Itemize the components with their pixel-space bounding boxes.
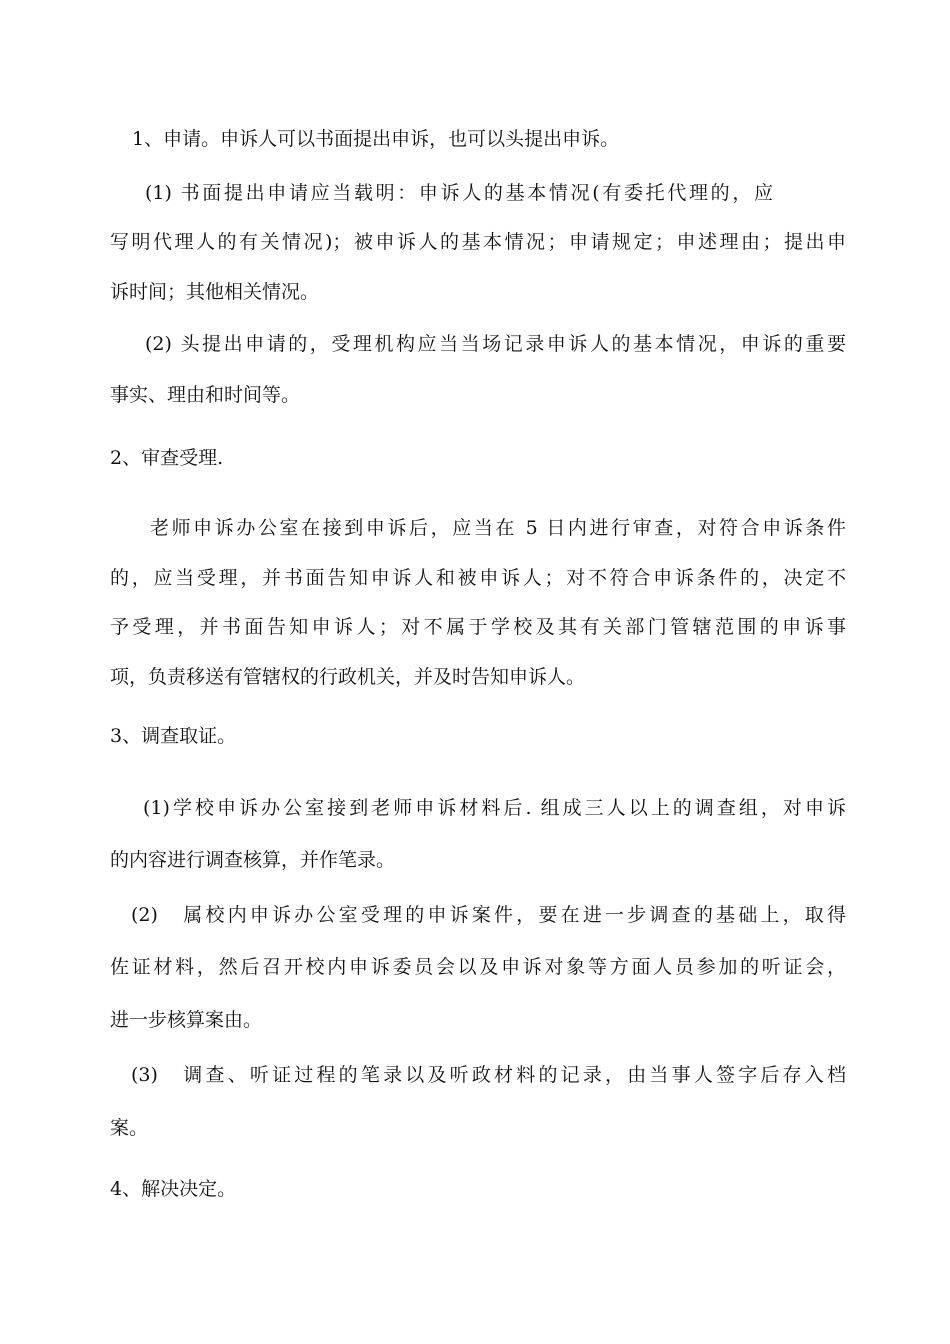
text-line: 诉时间；其他相关情况。 — [110, 281, 320, 303]
text-line: (1) 书面提出申请应当载明：申诉人的基本情况(有委托代理的，应 — [145, 182, 773, 204]
text-line: 事实、理由和时间等。 — [110, 384, 301, 406]
text-line: (2) 头提出申请的，受理机构应当当场记录申诉人的基本情况，申诉的重要 — [145, 333, 846, 355]
text-line: 项，负责移送有管辖权的行政机关，并及时告知申诉人。 — [110, 666, 586, 688]
text-line: (1)学校申诉办公室接到老师申诉材料后. 组成三人以上的调查组，对申诉 — [143, 797, 846, 819]
text-line: 1、申请。申诉人可以书面提出申诉，也可以头提出申诉。 — [132, 128, 620, 150]
text-line: 老师申诉办公室在接到申诉后，应当在 5 日内进行审查，对符合申诉条件 — [150, 517, 846, 539]
text-line: 的，应当受理，并书面告知申诉人和被申诉人；对不符合申诉条件的，决定不 — [110, 567, 846, 589]
text-line: (2) 属校内申诉办公室受理的申诉案件，要在进一步调查的基础上，取得 — [131, 904, 846, 926]
text-line: 3、调查取证。 — [110, 725, 237, 747]
text-line: 予受理，并书面告知申诉人；对不属于学校及其有关部门管辖范围的申诉事 — [110, 616, 846, 638]
text-line: 进一步核算案由。 — [110, 1009, 263, 1031]
text-line: 佐证材料，然后召开校内申诉委员会以及申诉对象等方面人员参加的听证会， — [110, 956, 846, 978]
text-line: 2、审查受理. — [110, 447, 224, 469]
text-line: 写明代理人的有关情况)；被申诉人的基本情况；申请规定；申述理由；提出申 — [110, 231, 846, 253]
text-line: (3) 调查、听证过程的笔录以及听政材料的记录，由当事人签字后存入档 — [131, 1064, 846, 1086]
text-line: 的内容进行调查核算，并作笔录。 — [110, 849, 396, 871]
text-line: 案。 — [110, 1117, 149, 1139]
text-line: 4、解决决定。 — [110, 1178, 237, 1200]
